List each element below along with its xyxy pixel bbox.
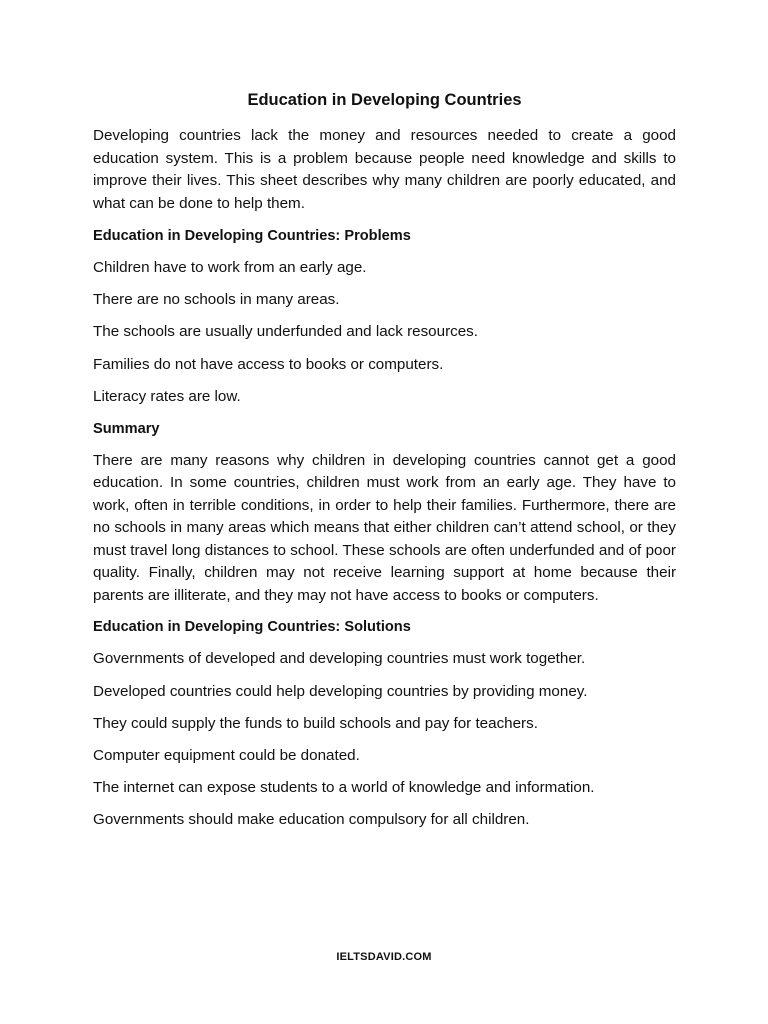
list-item: Developed countries could help developing countries by providing money. [93,682,588,700]
problems-list [93,257,676,408]
list-item: The schools are usually underfunded and lack resources. [93,323,478,341]
page-title: Education in Developing Countries [247,91,522,109]
summary-heading: Summary [93,420,160,437]
list-item: Governments should make education compulsory for all children. [93,811,530,829]
list-item: The internet can expose students to a world of knowledge and information. [93,779,595,797]
intro-paragraph: Developing countries lack the money and resources needed to create a good education system. This is a problem because people need knowledge and skills to improve their lives. This sheet describes why many children are poorly educated, and what can be done to help them. [93,127,676,212]
list-item: Computer equipment could be donated. [93,747,360,764]
list-item: Children have to work from an early age. [93,259,367,276]
problems-heading: Education in Developing Countries: Problems [93,228,411,244]
list-item: They could supply the funds to build schools and pay for teachers. [93,714,538,732]
list-item: There are no schools in many areas. [93,291,340,309]
list-item: Families do not have access to books or computers. [93,355,444,373]
list-item: Literacy rates are low. [93,387,241,405]
list-item: Governments of developed and developing countries must work together. [93,650,586,668]
summary-paragraph: There are many reasons why children in developing countries cannot get a good education. In some countries, children must work from an early age. They have to work, often in terrible conditions, in order to help their families. Furthermore, there are no schools in many areas which means that either children can’t attend school, or they must travel long distances to school. These schools are often underfunded and of poor quality. Finally, children may not receive learning support at home because their parents are illiterate, and they may not have access to books or computers. [93,451,676,604]
solutions-list [93,648,676,831]
footer-site-name: IELTSDAVID.COM [336,951,432,963]
solutions-heading: Education in Developing Countries: Solutions [93,619,411,636]
